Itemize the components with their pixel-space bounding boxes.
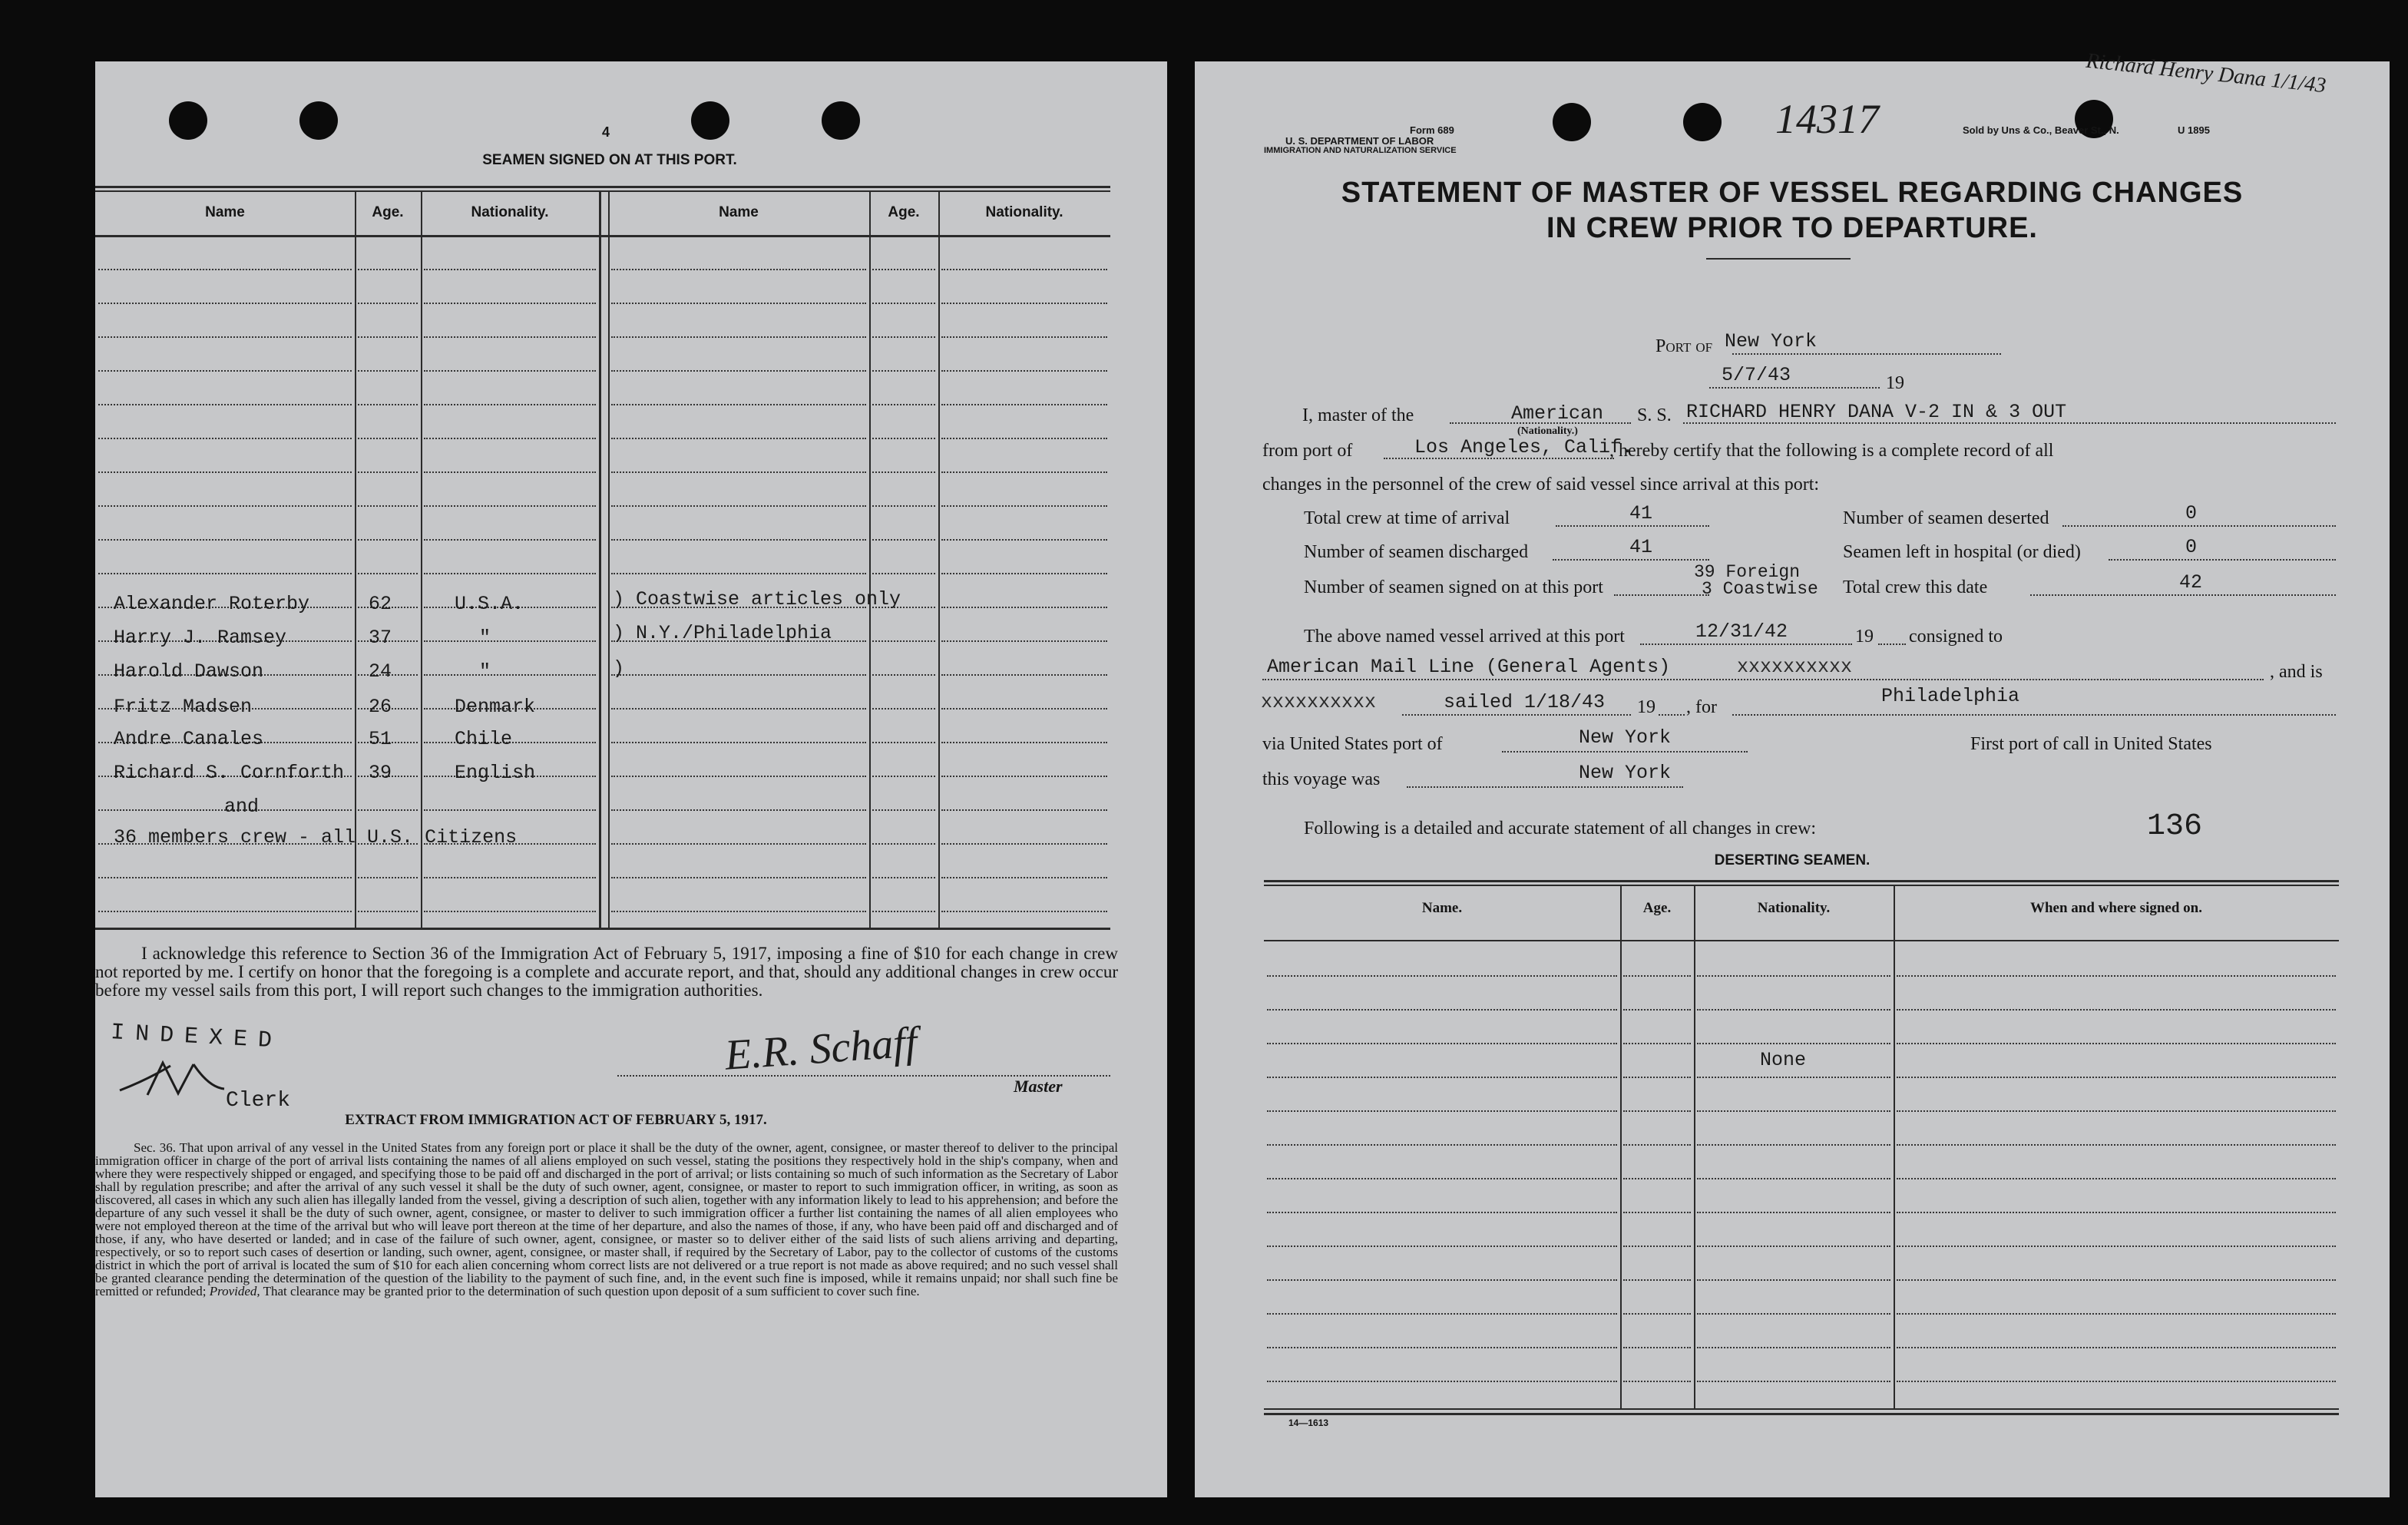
row-rule [1623, 1212, 1691, 1213]
seaman-age: 37 [369, 627, 392, 649]
total-arrival-value: 41 [1629, 502, 1653, 524]
row-rule [872, 438, 935, 439]
footer-code: 14—1613 [1288, 1417, 1329, 1428]
row-rule [98, 877, 352, 878]
row-rule [358, 269, 418, 270]
row-rule [1623, 1077, 1691, 1078]
from-port-label: from port of [1262, 441, 1353, 461]
col-header-name: Name. [1421, 900, 1463, 916]
seaman-age: 62 [369, 593, 392, 615]
row-rule [611, 303, 866, 304]
column-divider [869, 192, 871, 928]
row-rule [1697, 1381, 1890, 1382]
col-header-age: Age. [372, 204, 404, 220]
row-rule [424, 438, 596, 439]
row-rule [872, 877, 935, 878]
table-top-rule [95, 186, 1110, 188]
bracket-note: ) [613, 657, 625, 680]
row-rule [872, 776, 935, 777]
row-rule [98, 404, 352, 405]
row-rule [358, 911, 418, 912]
row-rule [1697, 1077, 1890, 1078]
column-divider [355, 192, 356, 928]
row-rule [1623, 1009, 1691, 1011]
row-rule [1623, 1110, 1691, 1112]
row-rule [1897, 1144, 2336, 1146]
row-rule [1267, 1347, 1617, 1348]
row-rule [941, 471, 1107, 473]
sec36-tail: That clearance may be granted prior to the determination of such question upon deposit of a sum sufficient to cover such fine. [263, 1284, 920, 1298]
row-rule [611, 742, 866, 743]
port-line [1732, 353, 2001, 355]
row-rule [872, 505, 935, 507]
handwritten-number: 14317 [1775, 96, 1879, 142]
nationality-caption: (Nationality.) [1517, 425, 1578, 437]
table-header-rule [95, 235, 1110, 237]
title-underline [1706, 258, 1851, 260]
row-rule [358, 438, 418, 439]
crew-note: 36 members crew - all U.S. Citizens [114, 826, 518, 849]
form-title-line2: IN CREW PRIOR TO DEPARTURE. [1546, 212, 2038, 244]
row-rule [941, 607, 1107, 608]
via-label: via United States port of [1262, 734, 1443, 754]
col-header-nationality: Nationality. [471, 204, 549, 220]
left-title: SEAMEN SIGNED ON AT THIS PORT. [482, 152, 737, 168]
row-rule [1697, 1279, 1890, 1281]
row-rule [611, 708, 866, 710]
and-text: and [224, 796, 260, 818]
row-rule [1697, 1110, 1890, 1112]
indexed-stamp: INDEXED [110, 1020, 283, 1055]
row-rule [611, 776, 866, 777]
row-rule [872, 269, 935, 270]
discharged-line [1553, 559, 1709, 561]
row-rule [1623, 1313, 1691, 1315]
row-rule [358, 303, 418, 304]
clerk-label: Clerk [226, 1089, 291, 1113]
row-rule [1697, 1144, 1890, 1146]
col-header-name: Name [205, 204, 245, 220]
changes-text: changes in the personnel of the crew of said vessel since arrival at this port: [1262, 475, 1820, 495]
row-rule [98, 303, 352, 304]
row-rule [1267, 1009, 1617, 1011]
first-port-label: First port of call in United States [1970, 734, 2212, 754]
year-label: 19 [1855, 627, 1874, 647]
row-rule [1267, 975, 1617, 977]
total-arrival-label: Total crew at time of arrival [1304, 508, 1510, 528]
row-rule [941, 539, 1107, 541]
row-rule [98, 539, 352, 541]
left-page [95, 61, 1167, 1497]
col-header-age: Age. [888, 204, 920, 220]
following-text: Following is a detailed and accurate statement of all changes in crew: [1304, 819, 1817, 839]
row-rule [1897, 1279, 2336, 1281]
col-header-nationality: Nationality. [985, 204, 1063, 220]
row-rule [941, 843, 1107, 845]
row-rule [941, 742, 1107, 743]
signed-on-foreign: 39 Foreign [1694, 562, 1801, 582]
voyage-line [1407, 786, 1683, 788]
seaman-name: Andre Canales [114, 728, 264, 750]
consignee-line [1262, 679, 2264, 680]
row-rule [941, 708, 1107, 710]
via-line [1502, 751, 1748, 753]
row-rule [872, 708, 935, 710]
row-rule [1697, 1009, 1890, 1011]
row-rule [1897, 1381, 2336, 1382]
row-rule [941, 505, 1107, 507]
row-rule [941, 674, 1107, 676]
seaman-age: 39 [369, 762, 392, 784]
row-rule [358, 809, 418, 811]
punch-hole [1553, 103, 1591, 141]
deserted-line [2062, 525, 2336, 527]
row-rule [941, 303, 1107, 304]
row-rule [1623, 1178, 1691, 1179]
deserted-value: 0 [2185, 502, 2198, 524]
row-rule [941, 877, 1107, 878]
row-rule [611, 471, 866, 473]
row-rule [872, 911, 935, 912]
row-rule [611, 336, 866, 338]
row-rule [1897, 1110, 2336, 1112]
column-divider [938, 192, 940, 928]
corner-note: Richard Henry Dana 1/1/43 [2085, 48, 2327, 98]
seaman-name: Harold Dawson [114, 660, 264, 683]
row-rule [1897, 1178, 2336, 1179]
row-rule [941, 438, 1107, 439]
column-divider [1894, 886, 1895, 1408]
row-rule [98, 471, 352, 473]
voyage-value: New York [1579, 762, 1672, 784]
row-rule [941, 370, 1107, 372]
punch-hole [822, 101, 860, 140]
row-rule [358, 404, 418, 405]
row-rule [1897, 1212, 2336, 1213]
row-rule [1267, 1313, 1617, 1315]
column-divider [599, 192, 601, 928]
punch-hole [169, 101, 207, 140]
and-is-label: , and is [2270, 662, 2323, 682]
row-rule [872, 404, 935, 405]
row-rule [611, 370, 866, 372]
hospital-value: 0 [2185, 536, 2198, 558]
seaman-nationality: U.S.A. [455, 593, 524, 615]
for-value: Philadelphia [1881, 685, 2020, 707]
row-rule [1897, 1077, 2336, 1078]
table-bottom-rule [95, 928, 1110, 930]
row-rule [941, 404, 1107, 405]
row-rule [941, 336, 1107, 338]
row-rule [611, 809, 866, 811]
row-rule [941, 640, 1107, 642]
total-date-line [2030, 594, 2336, 596]
row-rule [424, 674, 596, 676]
row-rule [1897, 1347, 2336, 1348]
coastwise-note: ) Coastwise articles only [613, 588, 901, 610]
deserting-top-rule [1264, 880, 2339, 882]
row-rule [424, 640, 596, 642]
row-rule [424, 269, 596, 270]
column-divider [1694, 886, 1695, 1408]
signed-on-label: Number of seamen signed on at this port [1304, 577, 1603, 597]
struck-text-2: xxxxxxxxxx [1261, 691, 1377, 713]
seaman-name: Fritz Madsen [114, 696, 253, 718]
consigned-label: consigned to [1909, 627, 2003, 647]
row-rule [1897, 975, 2336, 977]
row-rule [98, 438, 352, 439]
row-rule [872, 742, 935, 743]
row-rule [872, 303, 935, 304]
punch-hole [691, 101, 729, 140]
deserting-bottom-rule [1264, 1413, 2339, 1415]
sold-by: Sold by Uns & Co., Beaver St., N. [1963, 124, 2119, 136]
row-rule [358, 505, 418, 507]
arrived-line [1640, 643, 1852, 645]
row-rule [611, 404, 866, 405]
row-rule [941, 911, 1107, 912]
row-rule [872, 573, 935, 574]
master-label: Master [1014, 1077, 1063, 1096]
row-rule [1267, 1279, 1617, 1281]
form-number: Form 689 [1410, 124, 1454, 136]
row-rule [611, 505, 866, 507]
row-rule [358, 877, 418, 878]
changes-number: 136 [2147, 809, 2203, 844]
col-header-signed-on: When and where signed on. [2029, 900, 2202, 916]
row-rule [611, 674, 866, 676]
date-value: 5/7/43 [1722, 364, 1791, 386]
year-label: 19 [1637, 697, 1656, 717]
row-rule [358, 471, 418, 473]
column-divider [421, 192, 422, 928]
right-page [1195, 48, 2390, 1497]
row-rule [941, 809, 1107, 811]
row-rule [98, 911, 352, 912]
master-signature: E.R. Schaff [723, 1018, 919, 1080]
deserting-title: DESERTING SEAMEN. [1714, 852, 1871, 868]
hospital-line [2109, 559, 2336, 561]
punch-hole [299, 101, 338, 140]
row-rule [1267, 1144, 1617, 1146]
department-name: U. S. DEPARTMENT OF LABOR [1285, 135, 1434, 147]
page-number: 4 [602, 124, 610, 140]
provided-label: Provided, [209, 1284, 260, 1298]
row-rule [1897, 1245, 2336, 1247]
row-rule [611, 573, 866, 574]
row-rule [358, 370, 418, 372]
col-header-age: Age. [1642, 900, 1672, 916]
deserting-top-rule [1264, 885, 2339, 886]
seaman-name: Harry J. Ramsey [114, 627, 287, 649]
row-rule [98, 269, 352, 270]
sailed-year-line [1659, 714, 1685, 716]
deserting-header-rule [1264, 940, 2339, 941]
seaman-nationality: Chile [455, 728, 513, 750]
voyage-label: this voyage was [1262, 769, 1381, 789]
seaman-nationality: " [479, 660, 491, 683]
arrived-value: 12/31/42 [1695, 620, 1788, 643]
row-rule [872, 471, 935, 473]
sailed-value: sailed 1/18/43 [1444, 691, 1606, 713]
ss-label: S. S. [1637, 405, 1672, 425]
row-rule [1623, 1381, 1691, 1382]
row-rule [424, 539, 596, 541]
arrived-year-line [1878, 643, 1906, 645]
service-name: IMMIGRATION AND NATURALIZATION SERVICE [1264, 146, 1457, 155]
from-port-value: Los Angeles, Calif. [1414, 436, 1634, 458]
form-code: U 1895 [2178, 124, 2210, 136]
hospital-label: Seamen left in hospital (or died) [1843, 542, 2081, 562]
seaman-age: 51 [369, 728, 392, 750]
sailed-line [1402, 714, 1631, 716]
row-rule [941, 573, 1107, 574]
date-line [1709, 387, 1880, 389]
seaman-nationality: Denmark [455, 696, 536, 718]
row-rule [98, 370, 352, 372]
total-arrival-line [1556, 525, 1709, 527]
row-rule [1623, 1279, 1691, 1281]
row-rule [1267, 1381, 1617, 1382]
table-top-rule [95, 190, 1110, 192]
row-rule [1897, 1009, 2336, 1011]
total-date-value: 42 [2179, 571, 2203, 594]
row-rule [1267, 1077, 1617, 1078]
acknowledgment-text: I acknowledge this reference to Section 36 of the Immigration Act of February 5, 1917, imposing a fine of $10 for each change in crew not reported by me. I certify on honor that the foregoing is a complete and accurate report, and that, should any additional changes in crew occur before my vessel sails from this port, I will report such changes to the immigration authorities. [95, 944, 1118, 1000]
row-rule [424, 573, 596, 574]
arrived-label: The above named vessel arrived at this port [1304, 627, 1625, 647]
nationality-value: American [1511, 402, 1604, 425]
row-rule [611, 843, 866, 845]
none-text: None [1760, 1049, 1807, 1071]
row-rule [424, 336, 596, 338]
row-rule [424, 370, 596, 372]
row-rule [1697, 1043, 1890, 1044]
row-rule [872, 336, 935, 338]
signed-on-line [1614, 594, 1709, 596]
discharged-label: Number of seamen discharged [1304, 542, 1529, 562]
row-rule [358, 539, 418, 541]
year-label: 19 [1886, 373, 1904, 393]
row-rule [358, 573, 418, 574]
row-rule [611, 539, 866, 541]
sec36-text: That upon arrival of any vessel in the United States from any foreign port or place it shall be the duty of the owner, agent, consignee, or master thereof to deliver to the principal immigration officer in charge of the port of arrival lists containing the names of all aliens employed on such vessel, stating the positions they respectively hold in the ship's company, when and where they were respectively shipped or engaged, and specifying those to be paid off and discharged in the port of arrival; or lists containing so much of such information as the Secretary of Labor shall by regulation prescribe; and after the arrival of any such vessel it shall be the duty of such owner, agent, consignee, or master to report to such immigration officer, in writing, as soon as discovered, all cases in which any such alien has illegally landed from the vessel, giving a description of such alien, together with any information likely to lead to his apprehension; and before the departure of any such vessel it shall be the duty of such owner, agent, consignee, or master to deliver to such immigration officer a further list containing the names of all alien employees who were not employed thereon at the time of the arrival but who will leave port thereon at the time of her departure, and also the names of those, if any, who have been paid off and discharged and of those, if any, who have deserted or landed; and in case of the failure of such owner, agent, consignee, or master so to deliver either of the said lists of such aliens arriving and departing, respectively, or so to report such cases of desertion or landing, such owner, agent, consignee, or master shall, if required by the Secretary of Labor, pay to the collector of customs of the customs district in which the port of arrival is located the sum of $10 for each alien concerning whom correct lists are not delivered or a true report is not made as above required; and no such vessel shall be granted clearance pending the determination of the question of the liability to the payment of such fine, and, in the event such fine is imposed, while it remains unpaid; nor shall such fine be remitted or refunded; [95, 1140, 1118, 1298]
total-date-label: Total crew this date [1843, 577, 1988, 597]
column-divider [1620, 886, 1622, 1408]
for-label: , for [1686, 697, 1717, 717]
deserted-label: Number of seamen deserted [1843, 508, 2049, 528]
certify-text: , hereby certify that the following is a complete record of all [1609, 441, 2054, 461]
row-rule [358, 336, 418, 338]
seaman-name: Alexander Roterby [114, 593, 310, 615]
master-of-label: I, master of the [1302, 405, 1414, 425]
clerk-initials-mark [117, 1057, 232, 1103]
row-rule [1697, 975, 1890, 977]
deserting-bottom-rule [1264, 1408, 2339, 1410]
row-rule [1267, 1245, 1617, 1247]
seaman-name: Richard S. Cornforth [114, 762, 345, 784]
row-rule [611, 911, 866, 912]
row-rule [941, 269, 1107, 270]
port-value: New York [1725, 330, 1818, 352]
seaman-nationality: English [455, 762, 536, 784]
row-rule [872, 539, 935, 541]
sec36-paragraph [95, 1141, 1118, 1298]
seaman-age: 24 [369, 660, 392, 683]
port-of-label: Port of [1656, 336, 1713, 356]
row-rule [872, 640, 935, 642]
column-divider [608, 192, 610, 928]
row-rule [1623, 975, 1691, 977]
row-rule [872, 809, 935, 811]
row-rule [424, 877, 596, 878]
struck-text: xxxxxxxxxx [1737, 656, 1853, 678]
row-rule [424, 911, 596, 912]
route-note: ) N.Y./Philadelphia [613, 622, 832, 644]
row-rule [872, 843, 935, 845]
row-rule [98, 505, 352, 507]
row-rule [872, 674, 935, 676]
form-title-line1: STATEMENT OF MASTER OF VESSEL REGARDING CHANGES [1341, 177, 2244, 209]
row-rule [424, 303, 596, 304]
row-rule [611, 877, 866, 878]
row-rule [611, 438, 866, 439]
row-rule [1897, 1313, 2336, 1315]
row-rule [1267, 1043, 1617, 1044]
sec36-label: Sec. 36. [134, 1140, 176, 1155]
row-rule [98, 573, 352, 574]
row-rule [98, 336, 352, 338]
for-line [1732, 714, 2336, 716]
via-value: New York [1579, 726, 1672, 749]
col-header-nationality: Nationality. [1757, 900, 1831, 916]
extract-title: EXTRACT FROM IMMIGRATION ACT OF FEBRUARY 5, 1917. [345, 1112, 767, 1128]
row-rule [424, 505, 596, 507]
punch-hole [1683, 103, 1722, 141]
row-rule [1623, 1043, 1691, 1044]
row-rule [1697, 1212, 1890, 1213]
col-header-name: Name [719, 204, 759, 220]
row-rule [611, 269, 866, 270]
seaman-nationality: " [479, 627, 491, 649]
signed-on-coastwise: 3 Coastwise [1702, 579, 1818, 599]
discharged-value: 41 [1629, 536, 1653, 558]
seaman-age: 26 [369, 696, 392, 718]
row-rule [424, 809, 596, 811]
row-rule [1697, 1245, 1890, 1247]
row-rule [1267, 1110, 1617, 1112]
row-rule [424, 404, 596, 405]
row-rule [1897, 1043, 2336, 1044]
row-rule [1697, 1178, 1890, 1179]
row-rule [1623, 1245, 1691, 1247]
row-rule [941, 776, 1107, 777]
row-rule [872, 370, 935, 372]
consignee-value: American Mail Line (General Agents) [1267, 656, 1671, 678]
row-rule [1267, 1212, 1617, 1213]
vessel-value: RICHARD HENRY DANA V-2 IN & 3 OUT [1686, 401, 2067, 423]
row-rule [1267, 1178, 1617, 1179]
row-rule [1697, 1313, 1890, 1315]
row-rule [1697, 1347, 1890, 1348]
row-rule [424, 471, 596, 473]
row-rule [1623, 1347, 1691, 1348]
row-rule [1623, 1144, 1691, 1146]
